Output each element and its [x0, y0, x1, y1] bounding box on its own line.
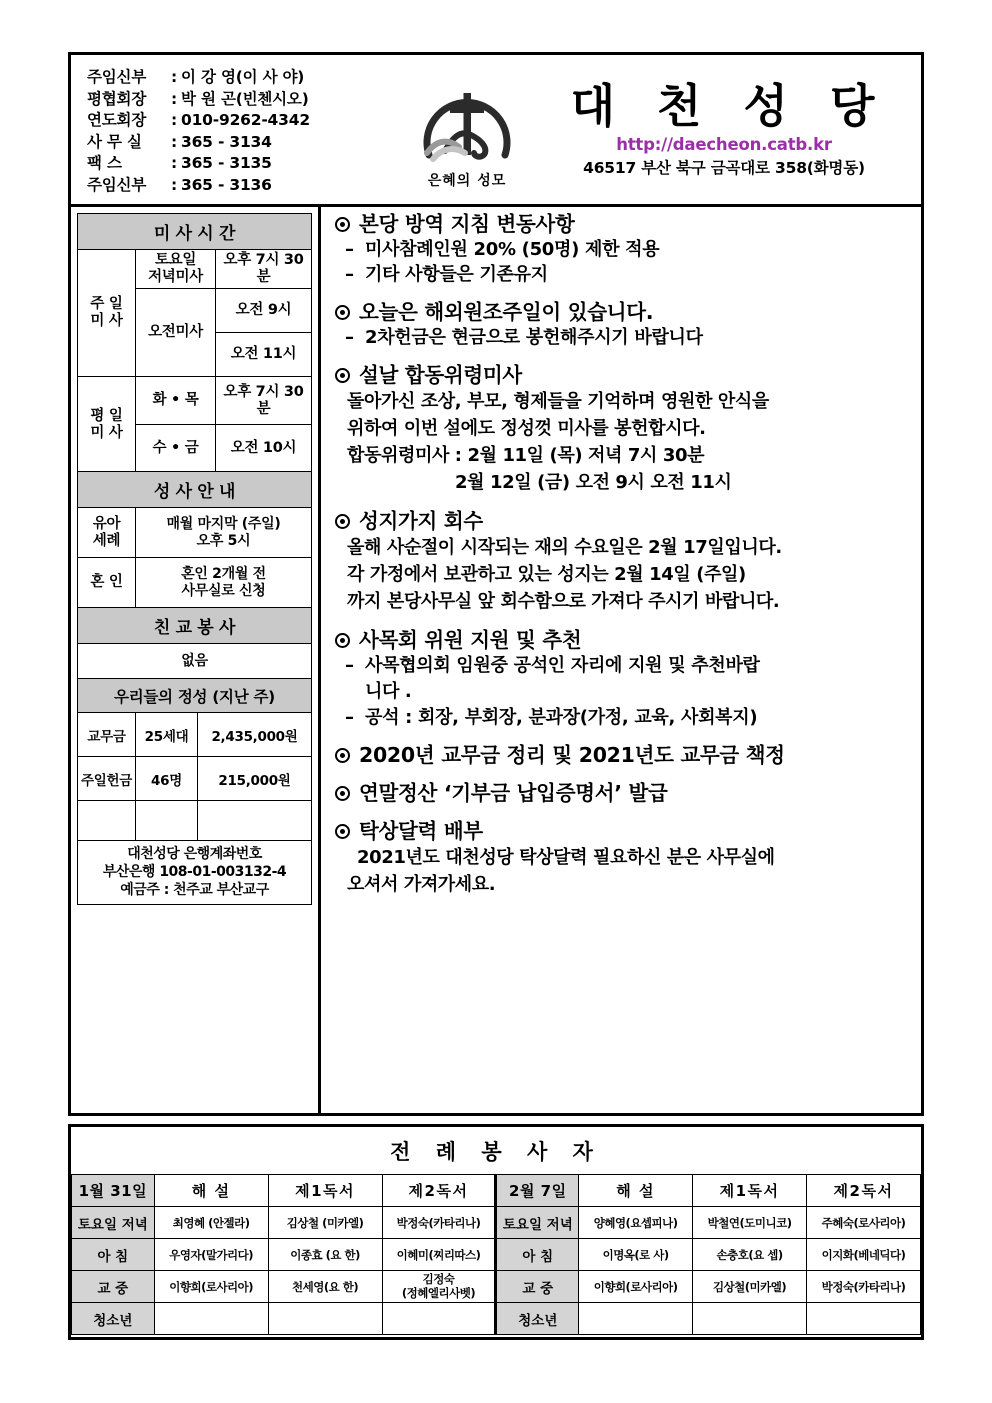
fellowship-value: 없음: [78, 643, 312, 679]
dash-icon: –: [345, 655, 354, 676]
table-row: [72, 1271, 921, 1303]
announcement-title: 성지가지 회수: [359, 509, 483, 533]
table-row: [78, 679, 312, 713]
contact-colon: :: [171, 175, 177, 194]
church-address: 46517 부산 북구 금곡대로 358(화명동): [583, 159, 865, 177]
dash-icon: –: [345, 327, 354, 348]
contact-row: [87, 153, 401, 175]
service-cell: 박철연(도미니코): [693, 1207, 807, 1239]
marriage-label: 혼 인: [78, 558, 136, 608]
announcement-title-row: [335, 299, 911, 325]
fellowship-table: [77, 607, 312, 680]
offering-count: [136, 801, 198, 841]
announcement-subitem-text: 2차헌금은 현금으로 봉헌해주시기 바랍니다: [365, 327, 703, 348]
service-cell: 손충호(요 셉): [693, 1239, 807, 1271]
announcement-subitem-text: 미사참례인원 20% (50명) 제한 적용: [365, 239, 660, 260]
contact-value: 박 원 곤(빈첸시오): [181, 89, 309, 108]
service-cell: 박정숙(카타리나): [807, 1271, 921, 1303]
announcements-area: [321, 207, 921, 1113]
announcement-paragraph: 돌아가신 조상, 부모, 형제들을 기억하며 영원한 안식을: [347, 391, 769, 412]
service-cell: [154, 1303, 268, 1335]
service-row-label: 교 중: [72, 1271, 155, 1303]
contact-label: 평협회장: [87, 89, 147, 108]
dash-icon: –: [345, 707, 354, 728]
announcement-title-row: [335, 627, 911, 653]
contact-value: 365 - 3134: [181, 132, 272, 151]
announcement-title: 설날 합동위령미사: [359, 363, 522, 387]
offering-amount: [198, 801, 312, 841]
announcement-paragraph: 2월 12일 (금) 오전 9시 오전 11시: [455, 472, 732, 493]
service-cell: 이명옥(로 사): [579, 1239, 693, 1271]
table-row: [78, 558, 312, 608]
dash-icon: –: [345, 264, 354, 285]
weekday-wed-fri-time: 오전 10시: [216, 425, 312, 473]
service-cell: 김상철(미카엘): [693, 1271, 807, 1303]
table-row: [78, 472, 312, 508]
service-col-reading2-left: 제2독서: [382, 1175, 496, 1207]
bulletin-header: [71, 55, 921, 207]
bullet-icon: [335, 633, 350, 648]
sacrament-header: 성 사 안 내: [78, 472, 312, 508]
service-row-label: 교 중: [496, 1271, 579, 1303]
table-row: [78, 713, 312, 757]
contact-label: 팩 스: [87, 154, 122, 172]
service-cell: [579, 1303, 693, 1335]
announcement-continuation: 니다 .: [365, 681, 412, 702]
announcement-item: [335, 211, 911, 287]
service-cell: [807, 1303, 921, 1335]
announcement-title: 연말정산 ‘기부금 납입증명서’ 발급: [359, 781, 668, 805]
announcement-subitem-text: 기타 사항들은 기존유지: [365, 264, 548, 285]
weekday-tue-thu-time: 오후 7시 30분: [216, 377, 312, 425]
announcement-subitem-text: 공석 : 회장, 부회장, 분과장(가정, 교육, 사회복지): [365, 707, 758, 728]
service-col-commentary-right: 해 설: [579, 1175, 693, 1207]
fellowship-header: 친 교 봉 사: [78, 607, 312, 643]
offering-label: 교무금: [78, 713, 136, 757]
sacrament-table: [77, 471, 312, 608]
service-date-left: 1월 31일: [72, 1175, 155, 1207]
service-cell: 김상철 (미카엘): [268, 1207, 382, 1239]
contact-colon: :: [171, 111, 177, 129]
weekday-tue-thu-label: 화 • 목: [136, 377, 216, 425]
contact-colon: :: [171, 154, 177, 172]
service-cell: 이지화(베네딕다): [807, 1239, 921, 1271]
service-cell: 양혜영(요셉피나): [579, 1207, 693, 1239]
morning-mass-time-1: 오전 9시: [216, 289, 312, 333]
dash-icon: –: [345, 239, 354, 260]
announcement-item: [335, 780, 911, 806]
contact-block: [71, 63, 401, 196]
bank-holder: 예금주 : 천주교 부산교구: [120, 882, 269, 899]
church-logo: [401, 69, 533, 190]
table-row: [72, 1239, 921, 1271]
offering-amount: 2,435,000원: [198, 713, 312, 757]
church-website-link[interactable]: http://daecheon.catb.kr: [616, 135, 832, 154]
contact-value: 365 - 3135: [181, 154, 272, 172]
announcement-paragraph: 오셔서 가져가세요.: [347, 874, 496, 895]
table-row: [78, 757, 312, 801]
announcement-subitem: [335, 237, 911, 262]
service-table-frame: [68, 1124, 924, 1340]
service-cell: [268, 1303, 382, 1335]
offering-count: 46명: [136, 757, 198, 801]
service-cell: 이향희(로사리아): [579, 1271, 693, 1303]
announcement-paragraph: 위하여 이번 설에도 정성껏 미사를 봉헌합시다.: [347, 418, 706, 439]
morning-mass-label: 오전미사: [136, 289, 216, 377]
offering-label: [78, 801, 136, 841]
service-cell: [382, 1303, 496, 1335]
contact-label: 연도회장: [87, 111, 147, 129]
bulletin-body: [71, 207, 921, 1113]
saturday-evening-time: 오후 7시 30분: [216, 250, 312, 289]
offering-count: 25세대: [136, 713, 198, 757]
announcement-item: [335, 627, 911, 730]
announcement-title-row: [335, 211, 911, 237]
service-cell: 천세영(요 한): [268, 1271, 382, 1303]
bullet-icon: [335, 514, 350, 529]
service-cell: 박정숙(카타리나): [382, 1207, 496, 1239]
liturgical-service-table: [71, 1174, 921, 1335]
saturday-evening-label: 토요일 저녁미사: [136, 250, 216, 289]
announcement-item: [335, 299, 911, 350]
contact-row: [87, 67, 401, 89]
header-title-block: [533, 81, 921, 178]
bullet-icon: [335, 368, 350, 383]
service-row-label: 아 침: [72, 1239, 155, 1271]
service-col-reading1-left: 제1독서: [268, 1175, 382, 1207]
contact-row: [87, 110, 401, 132]
announcement-item: [335, 742, 911, 768]
table-row: [78, 801, 312, 841]
announcement-title-row: [335, 780, 911, 806]
service-cell: [693, 1303, 807, 1335]
service-col-reading2-right: 제2독서: [807, 1175, 921, 1207]
service-cell-multiline: 김정숙 (정혜엘리사벳): [382, 1271, 496, 1303]
contact-label: 주임신부: [87, 68, 147, 86]
bank-title: 대천성당 은행계좌번호: [127, 846, 262, 863]
service-col-reading1-right: 제1독서: [693, 1175, 807, 1207]
service-table-title: 전 례 봉 사 자: [390, 1140, 602, 1164]
bullet-icon: [335, 824, 350, 839]
service-cell: 이종효 (요 한): [268, 1239, 382, 1271]
contact-row: [87, 132, 401, 154]
announcement-subitem: [335, 325, 911, 350]
service-cell: 최영혜 (안젤라): [154, 1207, 268, 1239]
main-frame: [68, 52, 924, 1116]
cross-arc-wave-icon: [415, 73, 519, 165]
contact-row: [87, 175, 401, 197]
table-row: [78, 377, 312, 425]
announcement-paragraph: 올해 사순절이 시작되는 재의 수요일은 2월 17일입니다.: [347, 537, 782, 558]
bullet-icon: [335, 217, 350, 232]
service-row-label: 토요일 저녁: [496, 1207, 579, 1239]
morning-mass-time-2: 오전 11시: [216, 333, 312, 377]
table-row: [78, 643, 312, 679]
mass-schedule-table: [77, 213, 312, 473]
contact-row: [87, 89, 401, 111]
sidebar: [71, 207, 321, 1113]
service-cell: 우영자(말가리다): [154, 1239, 268, 1271]
announcement-title: 사목회 위원 지원 및 추천: [359, 628, 582, 652]
announcement-title: 오늘은 해외원조주일이 있습니다.: [359, 300, 654, 324]
announcement-title-row: [335, 508, 911, 534]
announcement-title: 본당 방역 지침 변동사항: [359, 212, 575, 236]
service-row-label: 토요일 저녁: [72, 1207, 155, 1239]
contact-value: 010-9262-4342: [181, 111, 310, 129]
service-row-label: 청소년: [72, 1303, 155, 1335]
announcement-paragraph: 2021년도 대천성당 탁상달력 필요하신 분은 사무실에: [357, 847, 775, 868]
announcement-item: [335, 818, 911, 898]
logo-caption: 은혜의 성모: [427, 173, 507, 189]
table-row: [72, 1207, 921, 1239]
page-title: 대 천 성 당: [570, 79, 888, 133]
contact-value: 365 - 3136: [181, 175, 272, 194]
offering-amount: 215,000원: [198, 757, 312, 801]
baptism-label: 유아 세례: [78, 508, 136, 558]
marriage-value: 혼인 2개월 전 사무실로 신청: [136, 558, 312, 608]
contact-value: 이 강 영(이 사 야): [181, 68, 305, 86]
announcement-subitem: [335, 653, 911, 678]
bank-account-box: [77, 841, 312, 905]
announcement-title-row: [335, 742, 911, 768]
service-cell: 주혜숙(로사리아): [807, 1207, 921, 1239]
announcement-title-row: [335, 818, 911, 844]
announcement-item: [335, 362, 911, 496]
announcement-subitem-text: 사목협의회 임원중 공석인 자리에 지원 및 추천바랍: [365, 655, 760, 676]
announcement-title-row: [335, 362, 911, 388]
baptism-value: 매월 마지막 (주일) 오후 5시: [136, 508, 312, 558]
bank-number: 부산은행 108-01-003132-4: [102, 864, 287, 881]
bullet-icon: [335, 748, 350, 763]
contact-label: 주임신부: [87, 175, 147, 194]
contact-label: 사 무 실: [87, 132, 142, 151]
service-row-label: 아 침: [496, 1239, 579, 1271]
table-row: [78, 214, 312, 250]
service-date-right: 2월 7일: [496, 1175, 579, 1207]
table-row: [78, 508, 312, 558]
service-cell: 이향희(로사리아): [154, 1271, 268, 1303]
announcement-title: 2020년 교무금 정리 및 2021년도 교무금 책정: [359, 743, 785, 767]
announcement-paragraph: 합동위령미사 : 2월 11일 (목) 저녁 7시 30분: [347, 445, 705, 466]
bullet-icon: [335, 786, 350, 801]
announcement-paragraph: 각 가정에서 보관하고 있는 성지는 2월 14일 (주일): [347, 564, 746, 585]
weekday-mass-label: 평 일 미 사: [78, 377, 136, 473]
announcement-subitem: [335, 705, 911, 730]
table-row: [78, 250, 312, 289]
contact-colon: :: [171, 89, 177, 108]
bullet-icon: [335, 305, 350, 320]
service-col-commentary-left: 해 설: [154, 1175, 268, 1207]
table-header-row: [72, 1175, 921, 1207]
table-row: [72, 1303, 921, 1335]
sunday-mass-label: 주 일 미 사: [78, 250, 136, 377]
service-cell: 이혜미(찌리따스): [382, 1239, 496, 1271]
contact-colon: :: [171, 68, 177, 86]
offering-header: 우리들의 정성 (지난 주): [78, 679, 312, 713]
announcement-title: 탁상달력 배부: [359, 819, 483, 843]
table-row: [78, 607, 312, 643]
offering-label: 주일헌금: [78, 757, 136, 801]
mass-schedule-header: 미 사 시 간: [78, 214, 312, 250]
weekday-wed-fri-label: 수 • 금: [136, 425, 216, 473]
offering-table: [77, 678, 312, 841]
announcement-subitem: [335, 262, 911, 287]
service-row-label: 청소년: [496, 1303, 579, 1335]
announcement-item: [335, 508, 911, 615]
announcement-paragraph: 까지 본당사무실 앞 회수함으로 가져다 주시기 바랍니다.: [347, 591, 780, 612]
contact-colon: :: [171, 132, 177, 151]
